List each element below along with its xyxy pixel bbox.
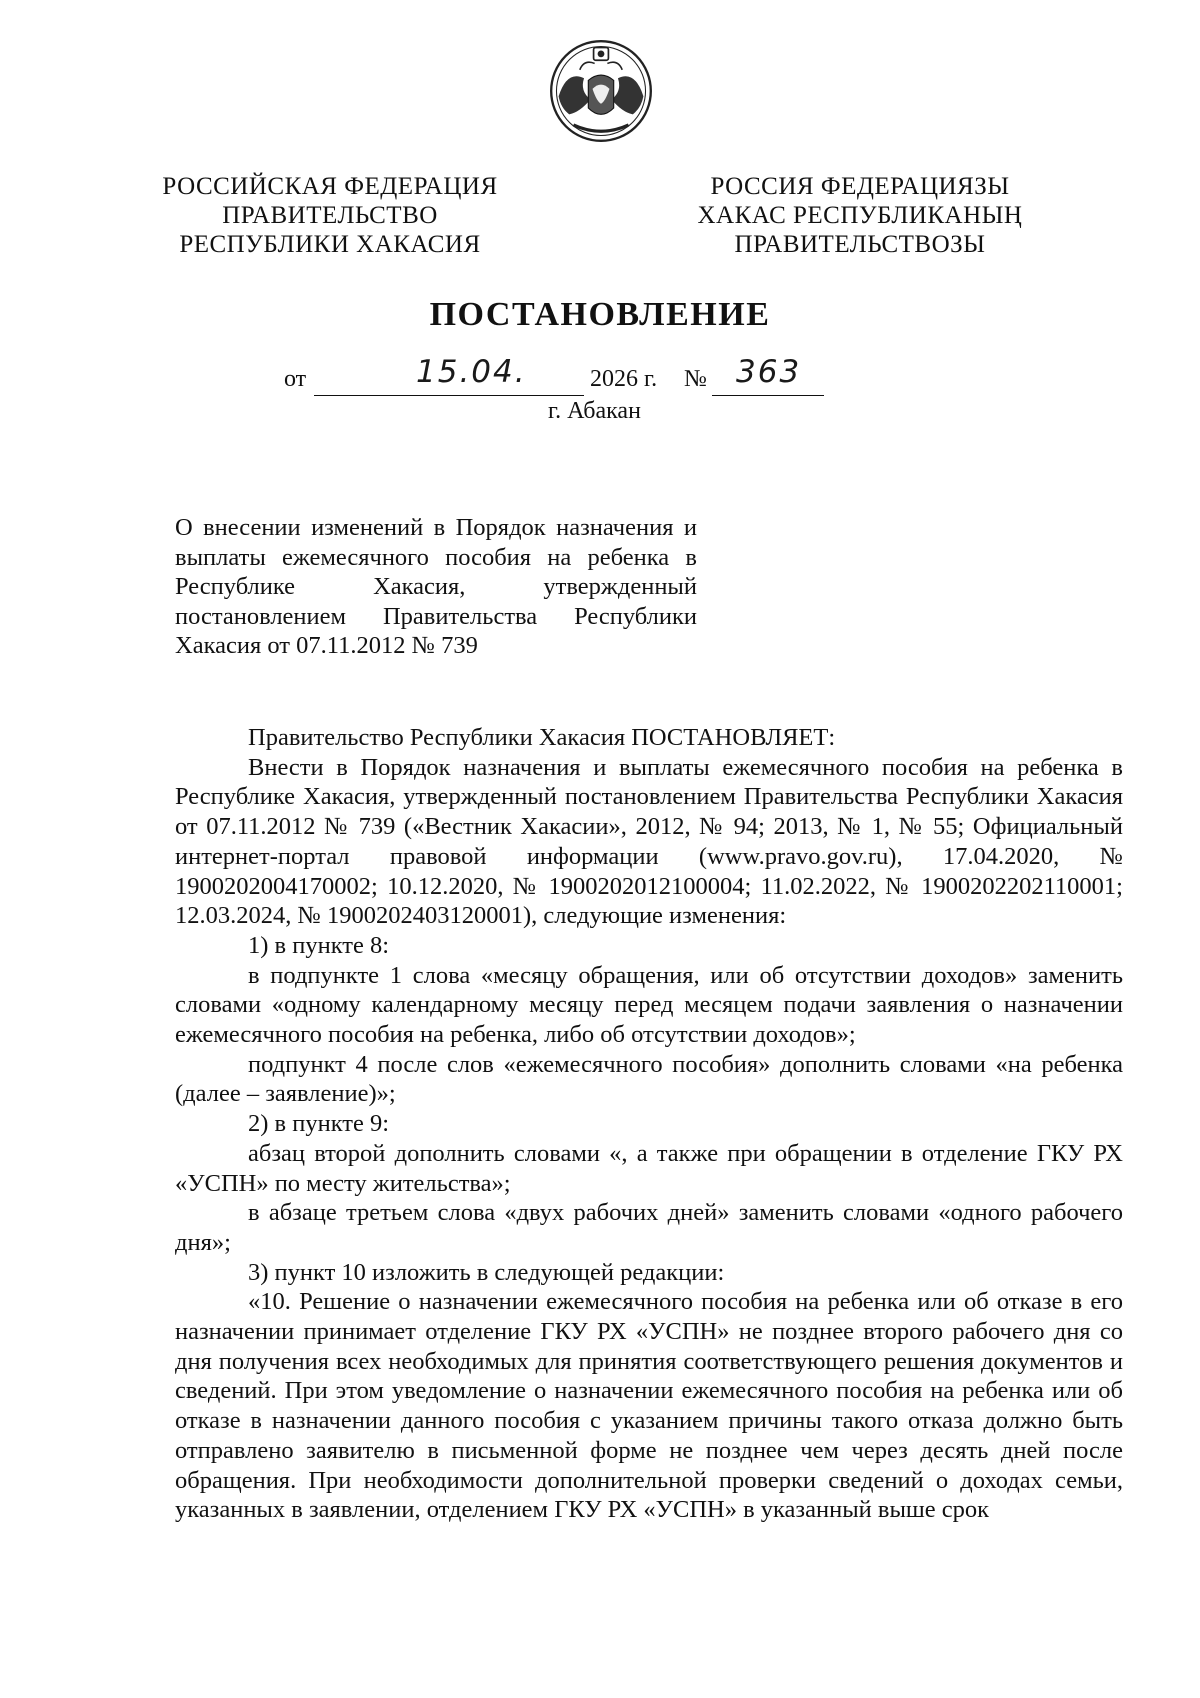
header-left-line: РЕСПУБЛИКИ ХАКАСИЯ xyxy=(179,231,481,258)
document-title: ПОСТАНОВЛЕНИЕ xyxy=(429,296,771,333)
from-label: от xyxy=(284,366,307,392)
header-left-line: РОССИЙСКАЯ ФЕДЕРАЦИЯ xyxy=(162,173,498,200)
number-underline xyxy=(712,395,824,396)
body-paragraph: в подпункте 1 слова «месяцу обращения, или об отсутствии доходов» заменить словами «одному календарному месяцу перед месяцем подачи заявления о назначении ежемесячного пособия на ребенка, либо об отсутствии доходов»; xyxy=(175,961,1123,1049)
body-paragraph: в абзаце третьем слова «двух рабочих дней» заменить словами «одного рабочего дня»; xyxy=(175,1199,1123,1256)
header-khakas xyxy=(680,172,1040,259)
body-paragraph: 1) в пункте 8: xyxy=(248,931,390,959)
body-paragraph: 2) в пункте 9: xyxy=(248,1110,390,1138)
body-paragraph: 3) пункт 10 изложить в следующей редакции: xyxy=(248,1258,725,1286)
year-label: 2026 г. xyxy=(590,366,658,392)
body-paragraph: Правительство Республики Хакасия ПОСТАНОВЛЯЕТ: xyxy=(248,724,836,751)
handwritten-date: 15.04. xyxy=(416,354,527,390)
header-right-line: ПРАВИТЕЛЬСТВОЗЫ xyxy=(734,231,986,258)
coat-of-arms-icon xyxy=(548,38,654,144)
header-right-line: РОССИЯ ФЕДЕРАЦИЯЗЫ xyxy=(710,173,1010,200)
date-number-row xyxy=(0,354,1200,400)
city: г. Абакан xyxy=(548,398,641,424)
handwritten-number: 363 xyxy=(736,354,802,390)
header-left-line: ПРАВИТЕЛЬСТВО xyxy=(222,202,438,229)
body-paragraph: абзац второй дополнить словами «, а также при обращении в отделение ГКУ РХ «УСПН» по месту жительства»; xyxy=(175,1139,1123,1197)
body-paragraph: подпункт 4 после слов «ежемесячного пособия» дополнить словами «на ребенка (далее – заявление)»; xyxy=(175,1050,1123,1108)
document-subject: О внесении изменений в Порядок назначения и выплаты ежемесячного пособия на ребенка в Республике Хакасия, утвержденный постановлением Правительства Республики Хакасия от 07.11.2012 № 739 xyxy=(175,514,697,659)
number-label: № xyxy=(684,366,707,392)
document-body xyxy=(175,723,1123,1525)
body-paragraph: Внести в Порядок назначения и выплаты ежемесячного пособия на ребенка в Республике Хакасия, утвержденный постановлением Правительства Республики Хакасия от 07.11.2012 № 739 («Вестник Хакасии», 2012, № 94; 2013, № 1, № 55; Официальный интернет-портал правовой информации (www.pravo.gov.ru), 17.04.2020, № 1900202004170002; 10.12.2020, № 1900202012100004; 11.02.2022, № 1900202202110001; 12.03.2024, № 1900202403120001), следующие изменения: xyxy=(175,753,1123,930)
body-paragraph: «10. Решение о назначении ежемесячного пособия на ребенка или об отказе в его назначении принимает отделение ГКУ РХ «УСПН» не позднее второго рабочего дня со дня получения всех необходимых для принятия соответствующего решения документов и сведений. При этом уведомление о назначении ежемесячного пособия на ребенка или об отказе в назначении данного пособия с указанием причины такого отказа должно быть отправлено заявителю в письменной форме не позднее чем через десять дней после обращения. При необходимости дополнительной проверки сведений о доходах семьи, указанных в заявлении, отделением ГКУ РХ «УСПН» в указанный выше срок xyxy=(175,1288,1123,1524)
header-right-line: ХАКАС РЕСПУБЛИКАНЫҢ xyxy=(697,202,1023,229)
header-russian xyxy=(150,172,510,259)
date-underline xyxy=(314,395,584,396)
